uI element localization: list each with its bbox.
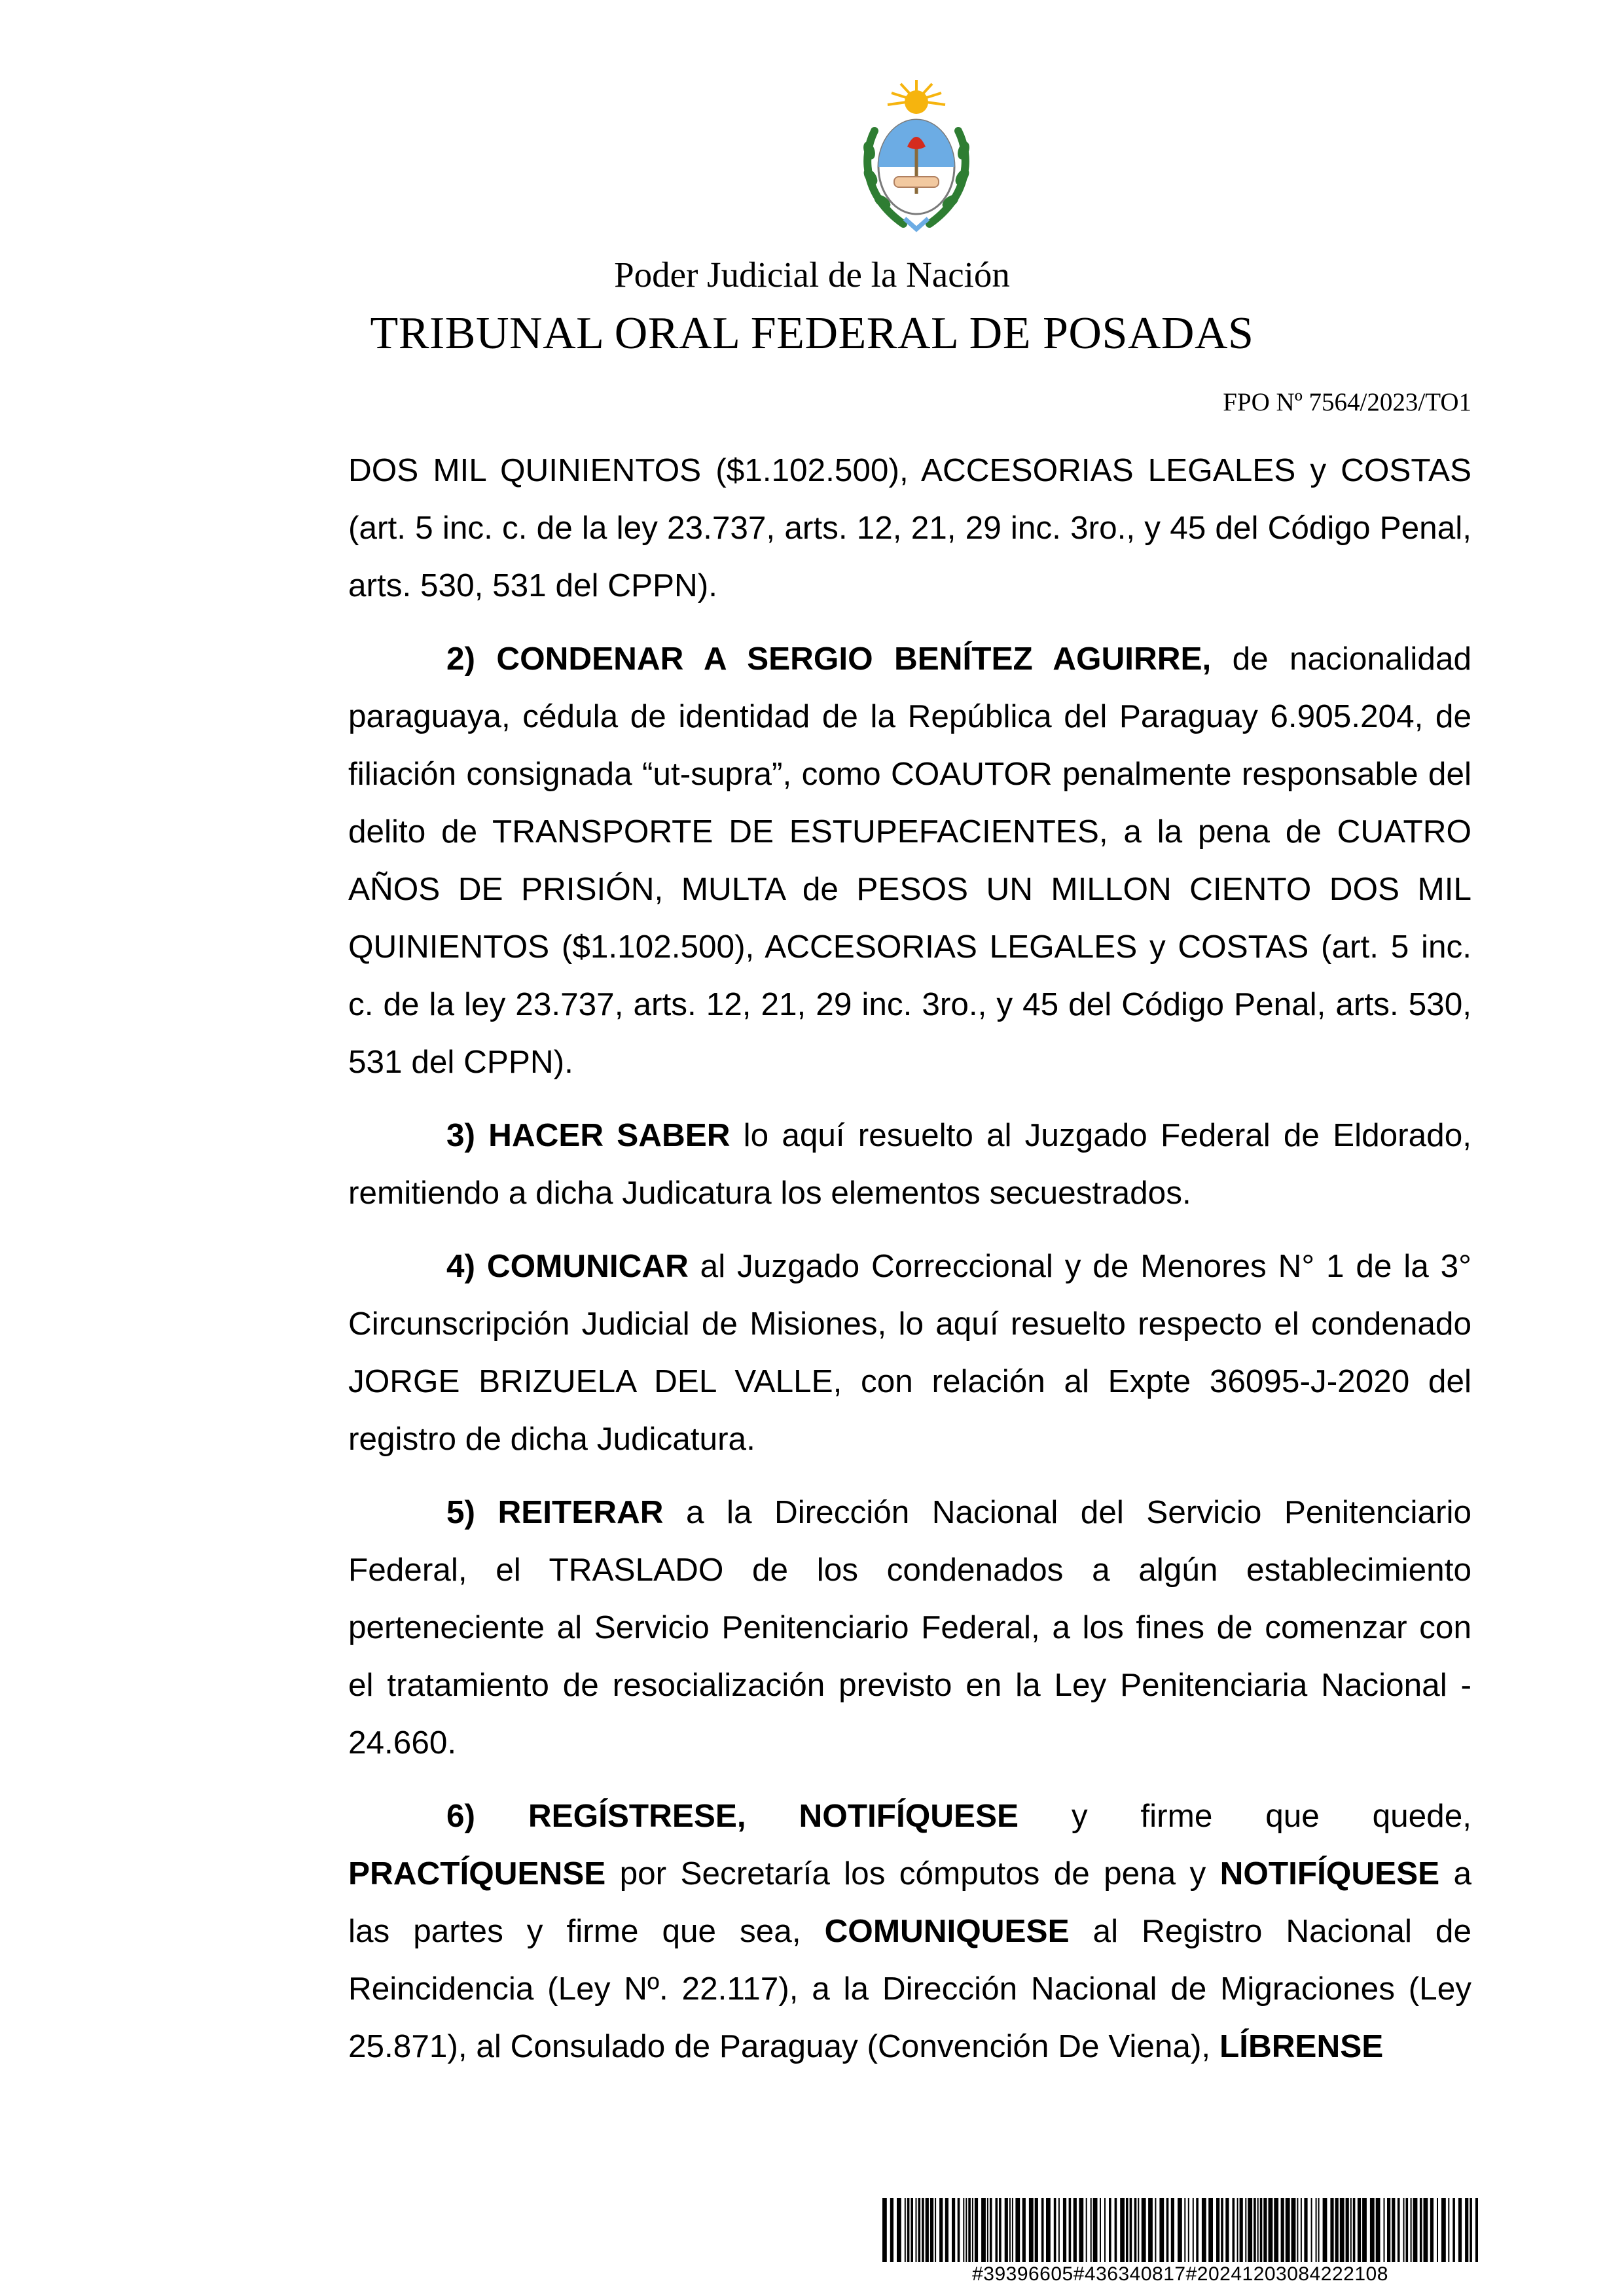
bold-segment: 2) CONDENAR A SERGIO BENÍTEZ AGUIRRE, xyxy=(446,641,1212,677)
file-number: FPO Nº 7564/2023/TO1 xyxy=(1223,388,1471,416)
paragraph xyxy=(348,630,1471,1091)
bold-segment: 5) REITERAR xyxy=(446,1494,664,1530)
bold-segment: COMUNIQUESE xyxy=(824,1913,1070,1949)
paragraph xyxy=(348,1787,1471,2075)
bold-segment: NOTIFÍQUESE xyxy=(1219,1856,1440,1892)
paragraph xyxy=(348,1238,1471,1468)
text-segment: a la Dirección Nacional del Servicio Penitenciario Federal, el TRASLADO de los condenados a algún establecimiento perteneciente al Servicio Penitenciario Federal, a los fines de comenzar con el tratamiento de resocialización previsto en la Ley Penitenciaria Nacional - 24.660. xyxy=(348,1494,1471,1761)
barcode-icon xyxy=(882,2198,1478,2262)
text-segment: al Registro Nacional de Reincidencia (Ley Nº. 22.117), a la Dirección Nacional de Migraciones (Ley 25.871), al Consulado de Paraguay (Convención De Viena), xyxy=(348,1913,1471,2064)
text-segment: lo aquí resuelto al Juzgado Federal de Eldorado, remitiendo a dicha Judicatura los elementos secuestrados. xyxy=(348,1117,1471,1211)
text-segment: de nacionalidad paraguaya, cédula de identidad de la República del Paraguay 6.905.204, de filiación consignada “ut-supra”, como COAUTOR penalmente responsable del delito de TRANSPORTE DE ESTUPEFACIENTES, a la pena de CUATRO AÑOS DE PRISIÓN, MULTA de PESOS UN MILLON CIENTO DOS MIL QUINIENTOS ($1.102.500), ACCESORIAS LEGALES y COSTAS (art. 5 inc. c. de la ley 23.737, arts. 12, 21, 29 inc. 3ro., y 45 del Código Penal, arts. 530, 531 del CPPN). xyxy=(348,641,1472,1080)
text-segment: al Juzgado Correccional y de Menores N° 1 de la 3° Circunscripción Judicial de Misiones, lo aquí resuelto respecto el condenado JORGE BRIZUELA DEL VALLE, con relación al Expte 36095-J-2020 del registro de dicha Judicatura. xyxy=(348,1248,1471,1457)
bold-segment: 3) HACER SABER xyxy=(446,1117,731,1153)
text-segment: y firme que quede, xyxy=(1019,1798,1471,1834)
barcode xyxy=(882,2198,1478,2286)
bold-segment: 4) COMUNICAR xyxy=(446,1248,689,1284)
bold-segment: 6) REGÍSTRESE, NOTIFÍQUESE xyxy=(446,1798,1019,1834)
text-segment: DOS MIL QUINIENTOS ($1.102.500), ACCESORIAS LEGALES y COSTAS (art. 5 inc. c. de la ley 23.737, arts. 12, 21, 29 inc. 3ro., y 45 del Código Penal, arts. 530, 531 del CPPN). xyxy=(348,452,1471,603)
paragraph xyxy=(348,1484,1471,1772)
paragraph xyxy=(348,442,1471,615)
text-segment: por Secretaría los cómputos de pena y xyxy=(605,1856,1220,1892)
text-segment: a las partes y firme que sea, xyxy=(348,1856,1471,1949)
argentine-coat-of-arms-icon xyxy=(857,79,975,239)
bold-segment: LÍBRENSE xyxy=(1219,2028,1384,2064)
bold-segment: PRACTÍQUENSE xyxy=(348,1856,606,1892)
barcode-text: #39396605#436340817#20241203084222108 xyxy=(972,2263,1388,2285)
paragraph xyxy=(348,1107,1471,1222)
court-name: Poder Judicial de la Nación xyxy=(614,255,1010,295)
document-body xyxy=(348,442,1471,2091)
tribunal-name: TRIBUNAL ORAL FEDERAL DE POSADAS xyxy=(370,308,1254,359)
